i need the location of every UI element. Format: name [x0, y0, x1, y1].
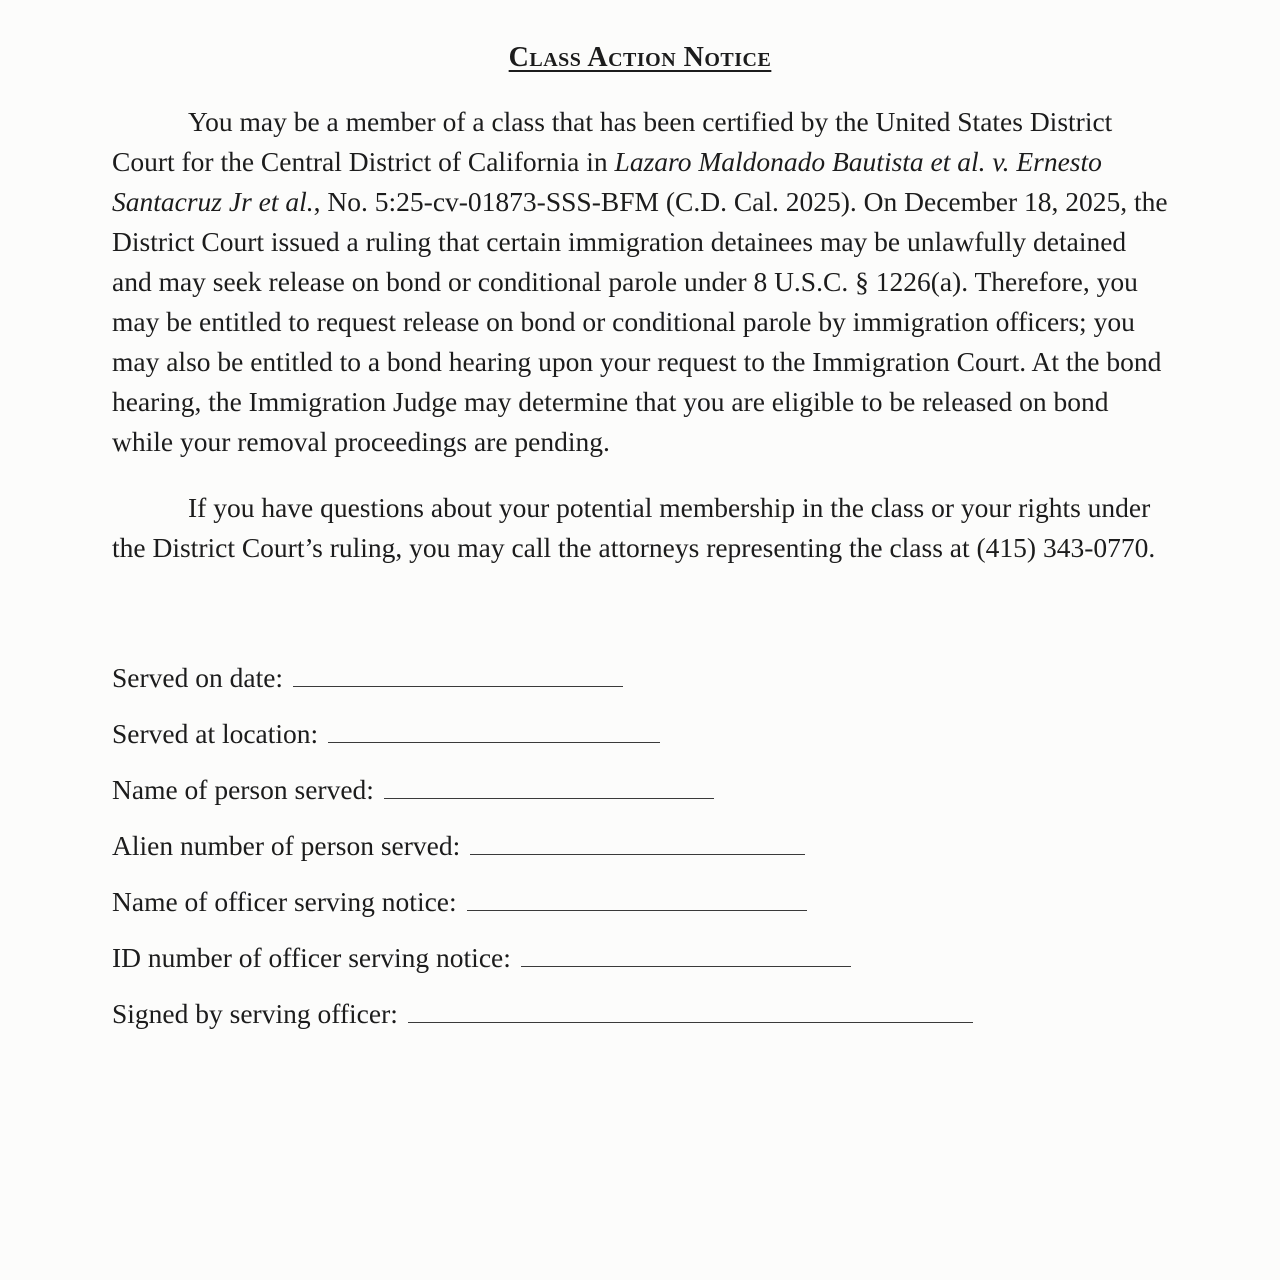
form-field-person-served-name	[112, 772, 1168, 807]
alien-number-blank-line	[470, 828, 805, 855]
served-location-label: Served at location:	[112, 718, 319, 749]
form-field-officer-id-number	[112, 940, 1168, 975]
form-field-served-date	[112, 660, 1168, 695]
form-field-officer-name	[112, 884, 1168, 919]
officer-name-label: Name of officer serving notice:	[112, 886, 457, 917]
officer-signature-blank-line	[408, 996, 973, 1023]
served-date-blank-line	[293, 660, 623, 687]
officer-id-number-blank-line	[521, 940, 851, 967]
document-title	[112, 42, 1168, 74]
person-served-name-blank-line	[384, 772, 714, 799]
document-title-text: Class Action Notice	[508, 42, 772, 73]
notice-paragraph-2: If you have questions about your potential membership in the class or your rights under the District Court’s ruling, you may call the attorneys representing the class at (415) 343-0770.	[112, 492, 1156, 563]
paragraph1-body: , No. 5:25-cv-01873-SSS-BFM (C.D. Cal. 2025). On December 18, 2025, the District Court issued a ruling that certain immigration detainees may be unlawfully detained and may seek release on bond or conditional parole under 8 U.S.C. § 1226(a). Therefore, you may be entitled to request release on bond or conditional parole by immigration officers; you may also be entitled to a bond hearing upon your request to the Immigration Court. At the bond hearing, the Immigration Judge may determine that you are eligible to be released on bond while your removal proceedings are pending.	[112, 186, 1168, 457]
case-name: Lazaro Maldonado Bautista et al. v. Ernesto Santacruz Jr et al.	[112, 146, 1102, 217]
served-location-blank-line	[328, 716, 660, 743]
officer-name-blank-line	[467, 884, 807, 911]
form-field-officer-signature	[112, 996, 1168, 1031]
officer-id-number-label: ID number of officer serving notice:	[112, 942, 511, 973]
officer-signature-label: Signed by serving officer:	[112, 998, 398, 1029]
form-field-served-location	[112, 716, 1168, 751]
paragraph1-intro: You may be a member of a class that has been certified by the United States District Court for the Central District of California in	[112, 106, 1113, 177]
person-served-name-label: Name of person served:	[112, 774, 374, 805]
served-date-label: Served on date:	[112, 662, 284, 693]
notice-paragraph-1	[112, 102, 1168, 462]
alien-number-label: Alien number of person served:	[112, 830, 461, 861]
form-field-alien-number	[112, 828, 1168, 863]
service-form-section	[112, 660, 1168, 1031]
